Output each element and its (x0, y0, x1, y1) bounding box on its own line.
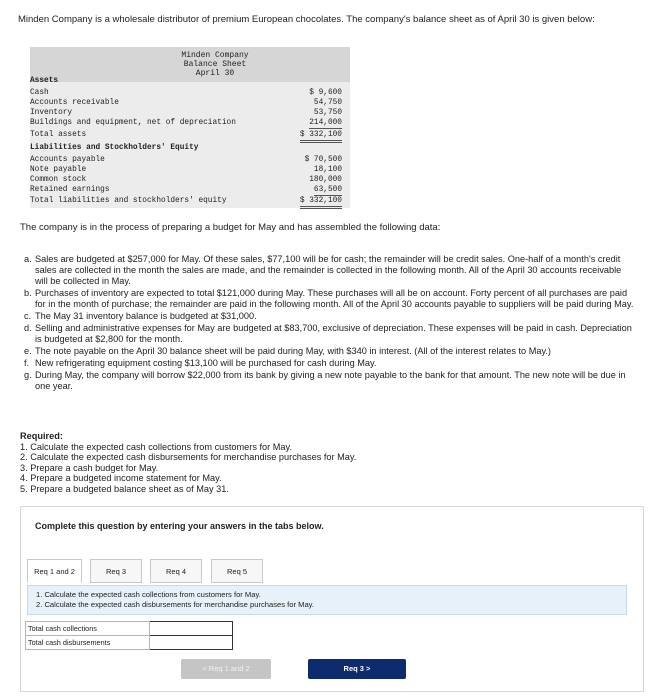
tab-req-3[interactable]: Req 3 (90, 559, 142, 583)
tab-req-4[interactable]: Req 4 (150, 559, 202, 583)
intro-text: Minden Company is a wholesale distributor of premium European chocolates. The company's balance sheet as of April 30 is given below: (18, 14, 595, 25)
panel-instruction: Complete this question by entering your answers in the tabs below. (35, 521, 324, 531)
table-row: Accounts receivable 54,750 (30, 99, 342, 107)
table-row: Inventory 53,750 (30, 109, 342, 117)
balance-sheet (30, 77, 350, 208)
list-item: a. Sales are budgeted at $257,000 for May. Of these sales, $77,100 will be for cash; the remainder will be credit sales. One-half of a month's credit sales are collected in the month the sales are made, and the remainder is collected in the following month. All of the April 30 accounts receivable will be collected in May. (24, 254, 622, 286)
data-intro-text: The company is in the process of preparing a budget for May and has assembled the following data: (20, 222, 441, 233)
answer-table (25, 621, 233, 650)
table-row: Cash $ 9,600 (30, 89, 342, 97)
list-item: e. The note payable on the April 30 balance sheet will be paid during May, with $340 in interest. (All of the interest relates to May.) (24, 346, 551, 356)
question-box: 1. Calculate the expected cash collections from customers for May. 2. Calculate the expected cash disbursements for merchandise purchases for May. (27, 585, 627, 615)
list-item: 4. Prepare a budgeted income statement for May. (20, 473, 222, 483)
tab-req-5[interactable]: Req 5 (211, 559, 263, 583)
list-item: 1. Calculate the expected cash collections from customers for May. (20, 441, 292, 452)
list-item: c. The May 31 inventory balance is budgeted at $31,000. (24, 311, 257, 321)
previous-button[interactable]: < Req 1 and 2 (181, 659, 271, 679)
answer-panel (20, 506, 644, 692)
list-item: f. New refrigerating equipment costing $13,100 will be purchased for cash during May. (24, 358, 377, 368)
required-section (20, 431, 356, 494)
row-label: Total cash disbursements (26, 636, 150, 650)
statement-title: Balance Sheet (183, 60, 247, 69)
table-row: Buildings and equipment, net of depreciation 214,000 (30, 119, 342, 127)
tab-req-1-and-2[interactable]: Req 1 and 2 (27, 559, 82, 583)
table-row: Common stock 180,000 (30, 176, 342, 184)
total-cash-disbursements-input[interactable] (150, 636, 233, 650)
list-item: 5. Prepare a budgeted balance sheet as of May 31. (20, 483, 229, 494)
assets-heading: Assets (30, 77, 59, 85)
list-item: g. During May, the company will borrow $22,000 from its bank by giving a new note payable to the bank for that amount. The new note will be due in one year. (24, 370, 626, 391)
total-assets-row: Total assets $ 332,100 (30, 130, 350, 140)
table-row: Retained earnings 63,500 (30, 186, 342, 194)
table-row (26, 622, 233, 636)
table-row: Note payable 18,100 (30, 166, 342, 174)
row-label: Total cash collections (26, 622, 150, 636)
company-name: Minden Company (181, 51, 249, 60)
data-list (24, 254, 636, 393)
liabilities-heading: Liabilities and Stockholders' Equity (30, 144, 199, 152)
total-liabilities-row: Total liabilities and stockholders' equity $ 332,100 (30, 196, 350, 206)
required-heading: Required: (20, 431, 63, 441)
next-button[interactable]: Req 3 > (308, 659, 406, 679)
statement-date: April 30 (195, 69, 235, 78)
list-item: 2. Calculate the expected cash disbursements for merchandise purchases for May. (20, 452, 357, 462)
table-row (26, 636, 233, 650)
table-row: Accounts payable $ 70,500 (30, 156, 342, 164)
list-item: 3. Prepare a cash budget for May. (20, 462, 159, 473)
list-item: b. Purchases of inventory are expected to total $121,000 during May. These purchases will all be on account. Forty percent of all purchases are paid for in the month of purchase; the remainder are paid in the following month. All of the April 30 accounts payable to suppliers will be paid during May. (24, 288, 634, 309)
total-cash-collections-input[interactable] (150, 622, 233, 636)
list-item: d. Selling and administrative expenses for May are budgeted at $83,700, exclusive of depreciation. These expenses will be paid in cash. Depreciation is budgeted at $2,800 for the month. (24, 323, 632, 344)
